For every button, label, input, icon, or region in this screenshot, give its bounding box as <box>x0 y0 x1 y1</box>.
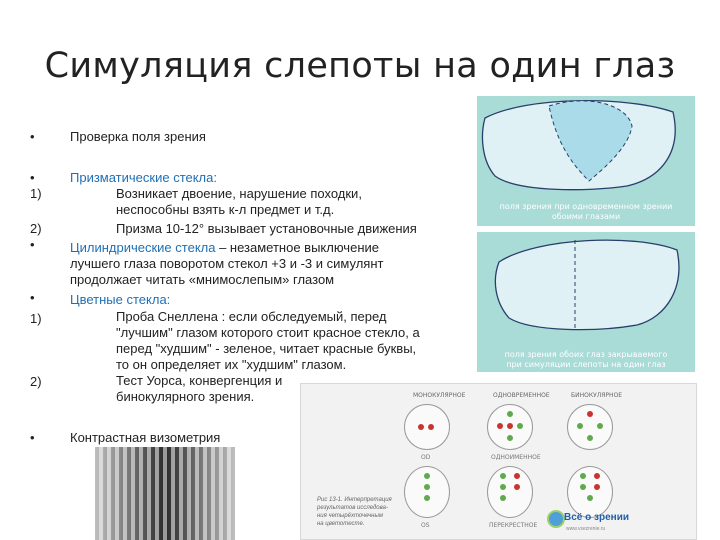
red-dot <box>497 423 503 429</box>
label-os: OS <box>421 522 430 529</box>
figure-simulation-caption-2: при симуляции слепоты на один глаз <box>506 360 666 369</box>
label-same-name: ОДНОИМЕННОЕ <box>491 454 541 461</box>
green-dot <box>597 423 603 429</box>
green-dot <box>424 473 430 479</box>
bullet-marker: • <box>30 237 35 252</box>
green-dot <box>580 484 586 490</box>
figure-simulation-caption-1: поля зрения обоих глаз закрываемого <box>504 350 668 359</box>
bullet-cylindrical-line-3: продолжает читать «мнимослепым» глазом <box>70 272 335 287</box>
slide-title: Симуляция слепоты на один глаз <box>44 46 676 86</box>
figure-binocular-caption-2: обоими глазами <box>551 212 621 221</box>
red-dot <box>418 424 424 430</box>
col-head-simultaneous: ОДНОВРЕМЕННОЕ <box>493 392 550 399</box>
green-dot <box>507 435 513 441</box>
green-dot <box>517 423 523 429</box>
col-head-binocular: БИНОКУЛЯРНОЕ <box>571 392 623 399</box>
worth-circle-crossed <box>487 466 533 518</box>
snellen-line-2: "лучшим" глазом которого стоит красное стекло, а <box>116 325 420 340</box>
green-dot <box>577 423 583 429</box>
prismatic-item-1-line-2: неспособны взять к-л предмет и т.д. <box>116 202 335 217</box>
figure-binocular-caption-1: поля зрения при одновременном зрении <box>499 202 673 211</box>
snellen-line-3: перед "худшим" - зеленое, читает красные буквы, <box>116 341 417 356</box>
red-dot <box>514 484 520 490</box>
worth-circle-os <box>404 466 450 518</box>
green-dot <box>500 484 506 490</box>
cylindrical-heading: Цилиндрические стекла <box>70 240 216 255</box>
bullet-contrast-visometry: Контрастная визометрия <box>70 430 221 445</box>
prismatic-item-1-line-1: Возникает двоение, нарушение походки, <box>116 186 362 201</box>
red-dot <box>507 423 513 429</box>
figure-note-line-2: результатов исследова- <box>317 505 388 511</box>
red-dot <box>594 484 600 490</box>
worth-circle-binocular <box>567 404 613 450</box>
snellen-line-4: то он определяет их "худшим" глазом. <box>116 357 347 372</box>
green-dot <box>580 473 586 479</box>
red-dot <box>594 473 600 479</box>
red-dot <box>587 411 593 417</box>
worth-line-1: Тест Уорса, конвергенция и <box>116 373 283 388</box>
contrast-grating-image <box>95 447 235 540</box>
green-dot <box>424 484 430 490</box>
figure-binocular-fields <box>477 96 695 226</box>
site-logo-url: www.vsezrenie.ru <box>566 526 606 532</box>
red-dot <box>428 424 434 430</box>
figure-note-line-4: на цветотесте. <box>317 521 365 527</box>
site-logo-text: Всё о зрении <box>564 512 629 523</box>
green-dot <box>424 495 430 501</box>
bullet-marker: • <box>30 430 35 445</box>
worth-circle-binocular-2 <box>567 466 613 518</box>
grating-svg <box>95 447 235 540</box>
bullet-marker: • <box>30 170 35 185</box>
item-number: 2) <box>30 374 42 389</box>
bullet-field-test: Проверка поля зрения <box>70 129 206 144</box>
red-dot <box>514 473 520 479</box>
label-crossed: ПЕРЕКРЕСТНОЕ <box>489 522 538 529</box>
green-dot <box>500 495 506 501</box>
figure-note-line-3: ния четырёхточечным <box>317 513 384 519</box>
worth-test-card <box>300 383 697 540</box>
label-od: OD <box>421 454 431 461</box>
item-number: 2) <box>30 221 42 236</box>
green-dot <box>587 435 593 441</box>
snellen-line-1: Проба Снеллена : если обследуемый, перед <box>116 309 387 324</box>
green-dot <box>500 473 506 479</box>
eye-logo-icon <box>547 510 565 528</box>
cylindrical-desc: – незаметное выключение <box>215 240 379 255</box>
worth-circle-od <box>404 404 450 450</box>
bullet-cylindrical-line-1 <box>70 240 379 256</box>
item-number: 1) <box>30 186 42 201</box>
figure-note-line-1: Рис 13-1. Интерпретация <box>317 497 392 503</box>
bullet-marker: • <box>30 129 35 144</box>
bullet-colored: Цветные стекла: <box>70 292 171 307</box>
bullet-marker: • <box>30 290 35 305</box>
col-head-monocular: МОНОКУЛЯРНОЕ <box>413 392 466 399</box>
bullet-prismatic: Призматические стекла: <box>70 170 217 185</box>
figure-simulation-fields <box>477 232 695 372</box>
worth-circle-same <box>487 404 533 450</box>
worth-line-2: бинокулярного зрения. <box>116 389 255 404</box>
item-number: 1) <box>30 311 42 326</box>
prismatic-item-2: Призма 10-12° вызывает установочные движения <box>116 221 417 236</box>
green-dot <box>587 495 593 501</box>
bullet-cylindrical-line-2: лучшего глаза поворотом стекол +3 и -3 и симулянт <box>70 256 384 271</box>
green-dot <box>507 411 513 417</box>
